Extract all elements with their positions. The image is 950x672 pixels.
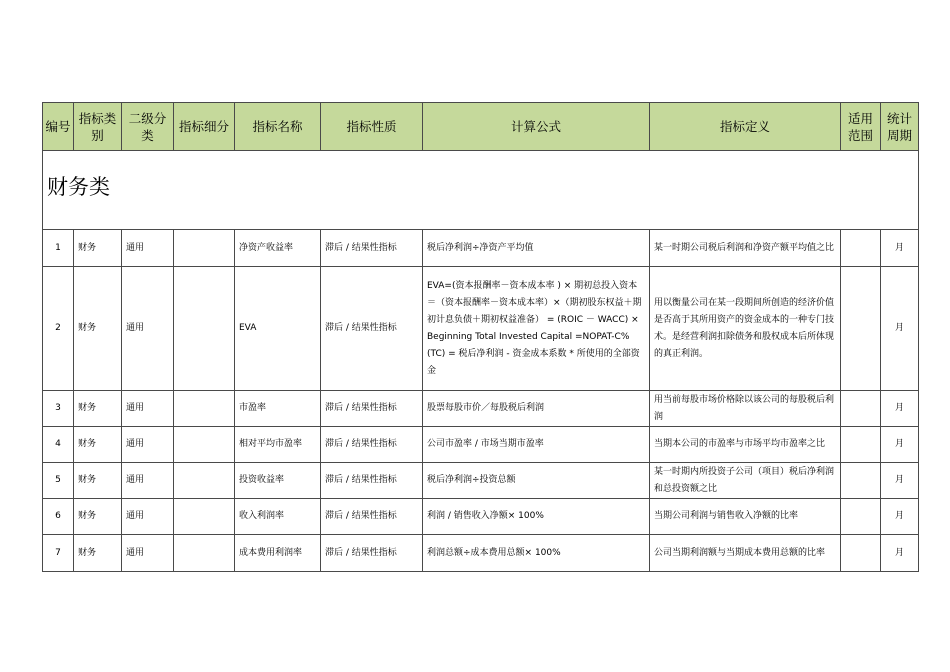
cell-category: 财务: [74, 230, 122, 267]
cell-category: 财务: [74, 463, 122, 499]
cell-detail: [174, 267, 235, 391]
cell-no: 5: [43, 463, 74, 499]
table-row: [43, 427, 919, 463]
cell-nature: 滞后 / 结果性指标: [321, 427, 423, 463]
cell-no: 2: [43, 267, 74, 391]
cell-subcategory: 通用: [122, 463, 174, 499]
cell-period: 月: [881, 463, 919, 499]
cell-name: 净资产收益率: [235, 230, 321, 267]
header-definition: 指标定义: [650, 103, 841, 151]
cell-definition: 某一时期内所投资子公司（项目）税后净利润和总投资额之比: [650, 463, 841, 499]
header-period: 统计周期: [881, 103, 919, 151]
table-row: [43, 267, 919, 391]
cell-category: 财务: [74, 535, 122, 572]
cell-category: 财务: [74, 499, 122, 535]
header-detail: 指标细分: [174, 103, 235, 151]
cell-no: 6: [43, 499, 74, 535]
header-scope: 适用范围: [841, 103, 881, 151]
cell-definition: 公司当期利润额与当期成本费用总额的比率: [650, 535, 841, 572]
cell-period: 月: [881, 427, 919, 463]
cell-nature: 滞后 / 结果性指标: [321, 499, 423, 535]
table-row: [43, 499, 919, 535]
cell-definition: 当期本公司的市盈率与市场平均市盈率之比: [650, 427, 841, 463]
cell-formula: 股票每股市价／每股税后利润: [423, 391, 650, 427]
cell-category: 财务: [74, 391, 122, 427]
cell-no: 3: [43, 391, 74, 427]
cell-detail: [174, 535, 235, 572]
cell-period: 月: [881, 267, 919, 391]
cell-name: EVA: [235, 267, 321, 391]
table-row: [43, 463, 919, 499]
cell-detail: [174, 463, 235, 499]
cell-name: 投资收益率: [235, 463, 321, 499]
cell-subcategory: 通用: [122, 535, 174, 572]
cell-no: 1: [43, 230, 74, 267]
cell-definition: 用以衡量公司在某一段期间所创造的经济价值是否高于其所用资产的资金成本的一种专门技术。是经营利润扣除债务和股权成本后所体现的真正利润。: [650, 267, 841, 391]
cell-formula: 税后净利润÷投资总额: [423, 463, 650, 499]
cell-name: 收入利润率: [235, 499, 321, 535]
cell-nature: 滞后 / 结果性指标: [321, 463, 423, 499]
cell-formula: EVA=(资本报酬率－资本成本率 ) × 期初总投入资本＝（资本报酬率－资本成本率）×（期初股东权益＋期初计息负债＋期初权益准备） = (ROIC － WACC) × Beginning Total Invested Capital =NOPAT-C% (TC) = 税后净利润 - 资金成本系数 * 所使用的全部资金: [423, 267, 650, 391]
kpi-table: [42, 102, 919, 572]
cell-category: 财务: [74, 267, 122, 391]
cell-scope: [841, 391, 881, 427]
cell-name: 市盈率: [235, 391, 321, 427]
header-name: 指标名称: [235, 103, 321, 151]
cell-scope: [841, 463, 881, 499]
section-row: [43, 151, 919, 230]
cell-scope: [841, 535, 881, 572]
cell-detail: [174, 391, 235, 427]
cell-period: 月: [881, 499, 919, 535]
cell-scope: [841, 427, 881, 463]
cell-period: 月: [881, 230, 919, 267]
cell-period: 月: [881, 535, 919, 572]
table-row: [43, 535, 919, 572]
cell-formula: 利润总额÷成本费用总额× 100%: [423, 535, 650, 572]
cell-name: 成本费用利润率: [235, 535, 321, 572]
cell-subcategory: 通用: [122, 267, 174, 391]
cell-subcategory: 通用: [122, 427, 174, 463]
table-row: [43, 230, 919, 267]
cell-formula: 税后净利润÷净资产平均值: [423, 230, 650, 267]
header-nature: 指标性质: [321, 103, 423, 151]
cell-detail: [174, 230, 235, 267]
cell-subcategory: 通用: [122, 230, 174, 267]
header-category: 指标类别: [74, 103, 122, 151]
cell-definition: 当期公司利润与销售收入净额的比率: [650, 499, 841, 535]
cell-nature: 滞后 / 结果性指标: [321, 267, 423, 391]
cell-scope: [841, 230, 881, 267]
cell-formula: 公司市盈率 / 市场当期市盈率: [423, 427, 650, 463]
cell-no: 4: [43, 427, 74, 463]
cell-nature: 滞后 / 结果性指标: [321, 535, 423, 572]
cell-definition: 某一时期公司税后利润和净资产额平均值之比: [650, 230, 841, 267]
cell-formula: 利润 / 销售收入净额× 100%: [423, 499, 650, 535]
header-row: [43, 103, 919, 151]
header-subcategory: 二级分类: [122, 103, 174, 151]
cell-no: 7: [43, 535, 74, 572]
cell-scope: [841, 267, 881, 391]
header-no: 编号: [43, 103, 74, 151]
cell-detail: [174, 427, 235, 463]
section-title: 财务类: [47, 175, 110, 199]
cell-scope: [841, 499, 881, 535]
cell-detail: [174, 499, 235, 535]
cell-category: 财务: [74, 427, 122, 463]
cell-subcategory: 通用: [122, 499, 174, 535]
cell-period: 月: [881, 391, 919, 427]
table-row: [43, 391, 919, 427]
cell-nature: 滞后 / 结果性指标: [321, 391, 423, 427]
header-formula: 计算公式: [423, 103, 650, 151]
cell-nature: 滞后 / 结果性指标: [321, 230, 423, 267]
cell-subcategory: 通用: [122, 391, 174, 427]
cell-definition: 用当前每股市场价格除以该公司的每股税后利润: [650, 391, 841, 427]
cell-name: 相对平均市盈率: [235, 427, 321, 463]
